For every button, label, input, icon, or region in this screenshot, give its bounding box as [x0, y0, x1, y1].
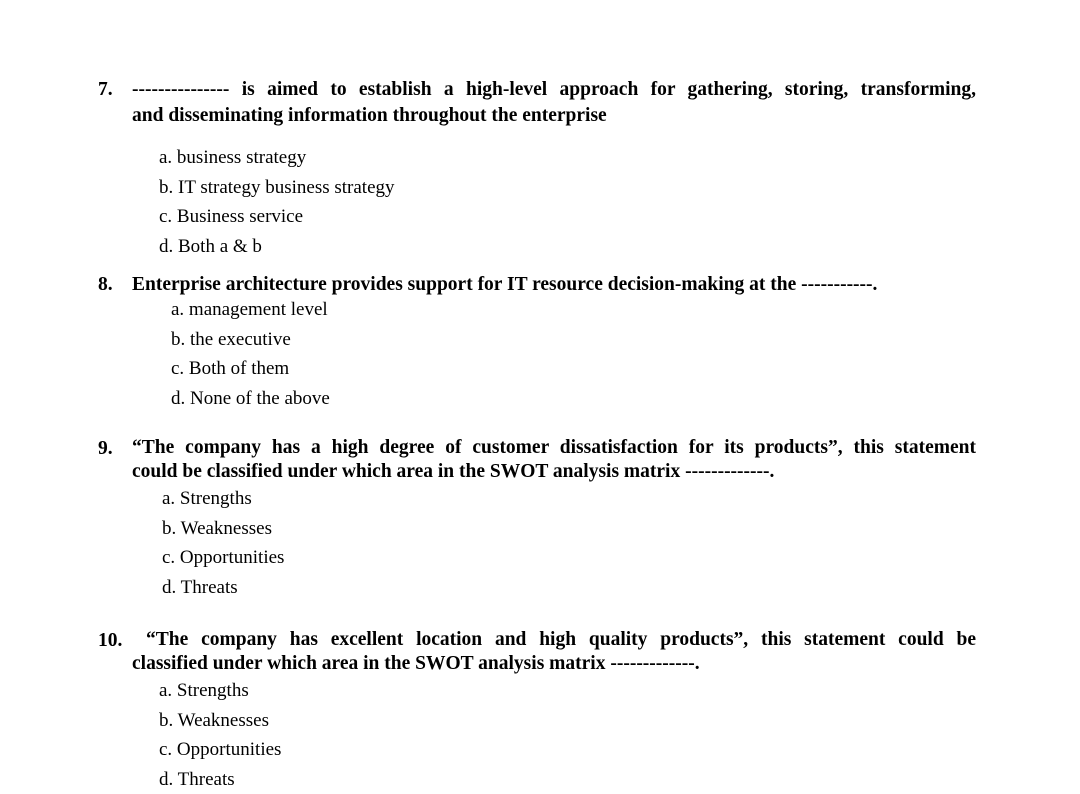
option-c: c. Opportunities	[159, 735, 976, 765]
question-text-line: and disseminating information throughout the enterprise	[132, 103, 976, 129]
option-b: b. Weaknesses	[159, 706, 976, 736]
question-number: 10.	[98, 628, 122, 654]
question-stem	[98, 628, 976, 676]
question-text	[132, 77, 976, 129]
option-c: c. Business service	[159, 202, 976, 232]
question-7	[98, 77, 976, 261]
options-list	[159, 143, 976, 261]
option-b: b. IT strategy business strategy	[159, 173, 976, 203]
question-number: 9.	[98, 436, 113, 462]
question-text-line: “The company has excellent location and high quality products”, this statement could be	[132, 628, 976, 652]
question-text	[132, 436, 976, 484]
question-10	[98, 628, 976, 794]
question-stem	[98, 436, 976, 484]
question-text	[132, 272, 976, 298]
option-a: a. Strengths	[159, 676, 976, 706]
options-list	[162, 484, 976, 602]
question-8	[98, 272, 976, 413]
option-d: d. Threats	[159, 765, 976, 794]
option-c: c. Opportunities	[162, 543, 976, 573]
option-d: d. None of the above	[171, 384, 976, 414]
question-text-line: “The company has a high degree of customer dissatisfaction for its products”, this statement	[132, 436, 976, 460]
options-list	[171, 295, 976, 413]
question-text-line: classified under which area in the SWOT analysis matrix -------------.	[132, 652, 976, 676]
option-a: a. business strategy	[159, 143, 976, 173]
question-text-line: --------------- is aimed to establish a high-level approach for gathering, storing, transforming,	[132, 77, 976, 103]
question-stem	[98, 272, 976, 298]
option-b: b. the executive	[171, 325, 976, 355]
question-text-line: could be classified under which area in the SWOT analysis matrix -------------.	[132, 460, 976, 484]
question-number: 8.	[98, 272, 113, 298]
option-b: b. Weaknesses	[162, 514, 976, 544]
options-list	[159, 676, 976, 794]
option-d: d. Both a & b	[159, 232, 976, 262]
question-text-line: Enterprise architecture provides support for IT resource decision-making at the -----------.	[132, 272, 976, 298]
question-text	[132, 628, 976, 676]
question-number: 7.	[98, 77, 113, 103]
question-stem	[98, 77, 976, 129]
option-d: d. Threats	[162, 573, 976, 603]
question-9	[98, 436, 976, 602]
option-a: a. management level	[171, 295, 976, 325]
option-a: a. Strengths	[162, 484, 976, 514]
option-c: c. Both of them	[171, 354, 976, 384]
